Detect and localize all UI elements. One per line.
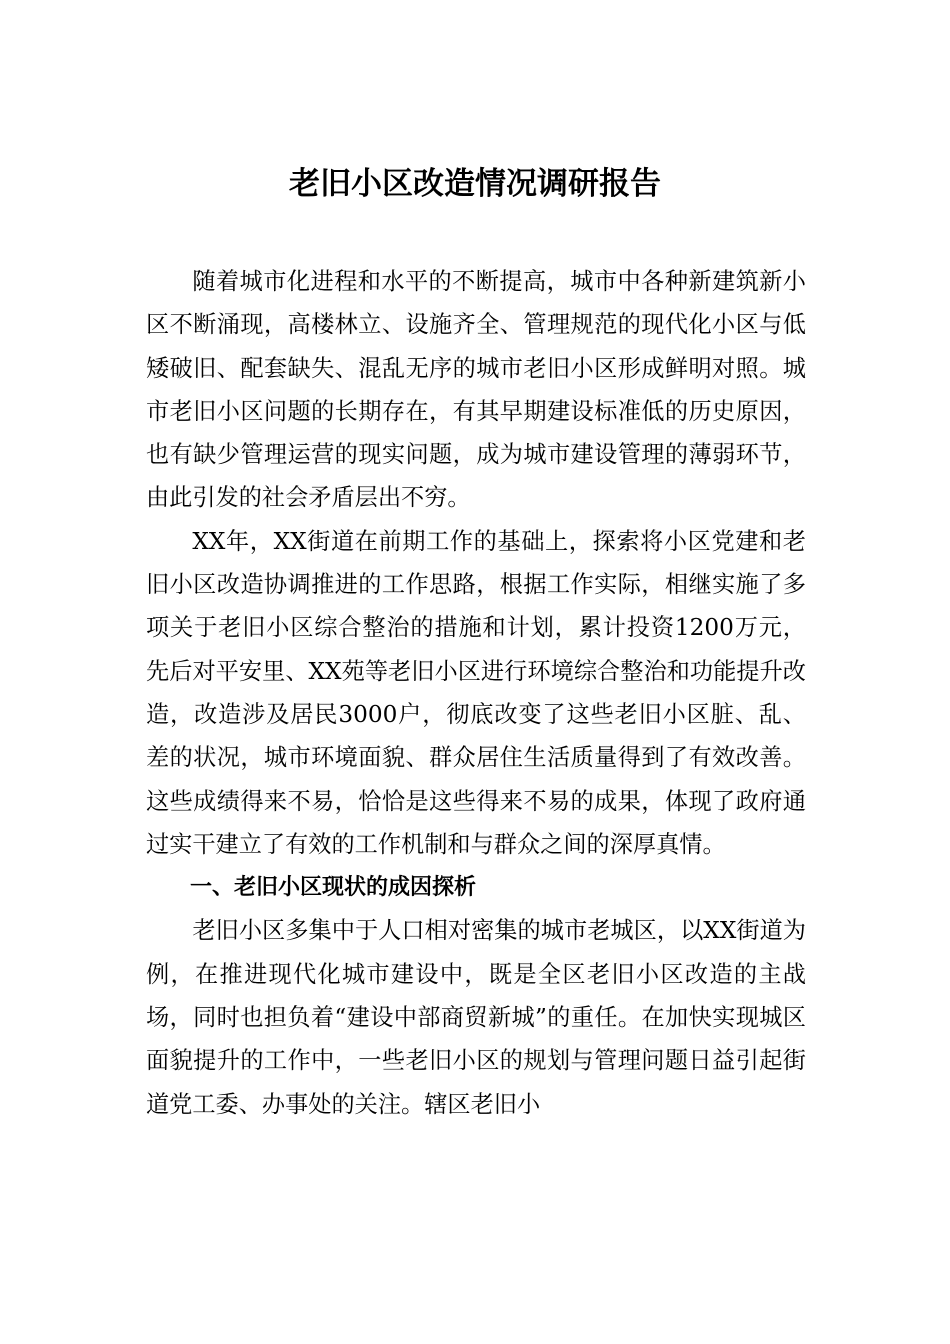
paragraph-achievements: XX年，XX街道在前期工作的基础上，探索将小区党建和老旧小区改造协调推进的工作思路，根据工作实际，相继实施了多项关于老旧小区综合整治的措施和计划，累计投资1200万元，先后对平安里、XX苑等老旧小区进行环境综合整治和功能提升改造，改造涉及居民3000户，彻底改变了这些老旧小区脏、乱、差的状况，城市环境面貌、群众居住生活质量得到了有效改善。这些成绩得来不易，恰恰是这些得来不易的成果，体现了政府通过实干建立了有效的工作机制和与群众之间的深厚真情。	[146, 527, 806, 858]
document-title: 老旧小区改造情况调研报告	[289, 166, 661, 202]
paragraph-section-one: 老旧小区多集中于人口相对密集的城市老城区，以XX街道为例，在推进现代化城市建设中，既是全区老旧小区改造的主战场，同时也担负着“建设中部商贸新城”的重任。在加快实现城区面貌提升的工作中，一些老旧小区的规划与管理问题日益引起街道党工委、办事处的关注。辖区老旧小	[146, 917, 806, 1118]
paragraph-intro: 随着城市化进程和水平的不断提高，城市中各种新建筑新小区不断涌现，高楼林立、设施齐全、管理规范的现代化小区与低矮破旧、配套缺失、混乱无序的城市老旧小区形成鲜明对照。城市老旧小区问题的长期存在，有其早期建设标准低的历史原因，也有缺少管理运营的现实问题，成为城市建设管理的薄弱环节，由此引发的社会矛盾层出不穷。	[146, 268, 806, 512]
document-body	[146, 260, 806, 1126]
section-heading: 一、老旧小区现状的成因探析	[190, 875, 477, 901]
